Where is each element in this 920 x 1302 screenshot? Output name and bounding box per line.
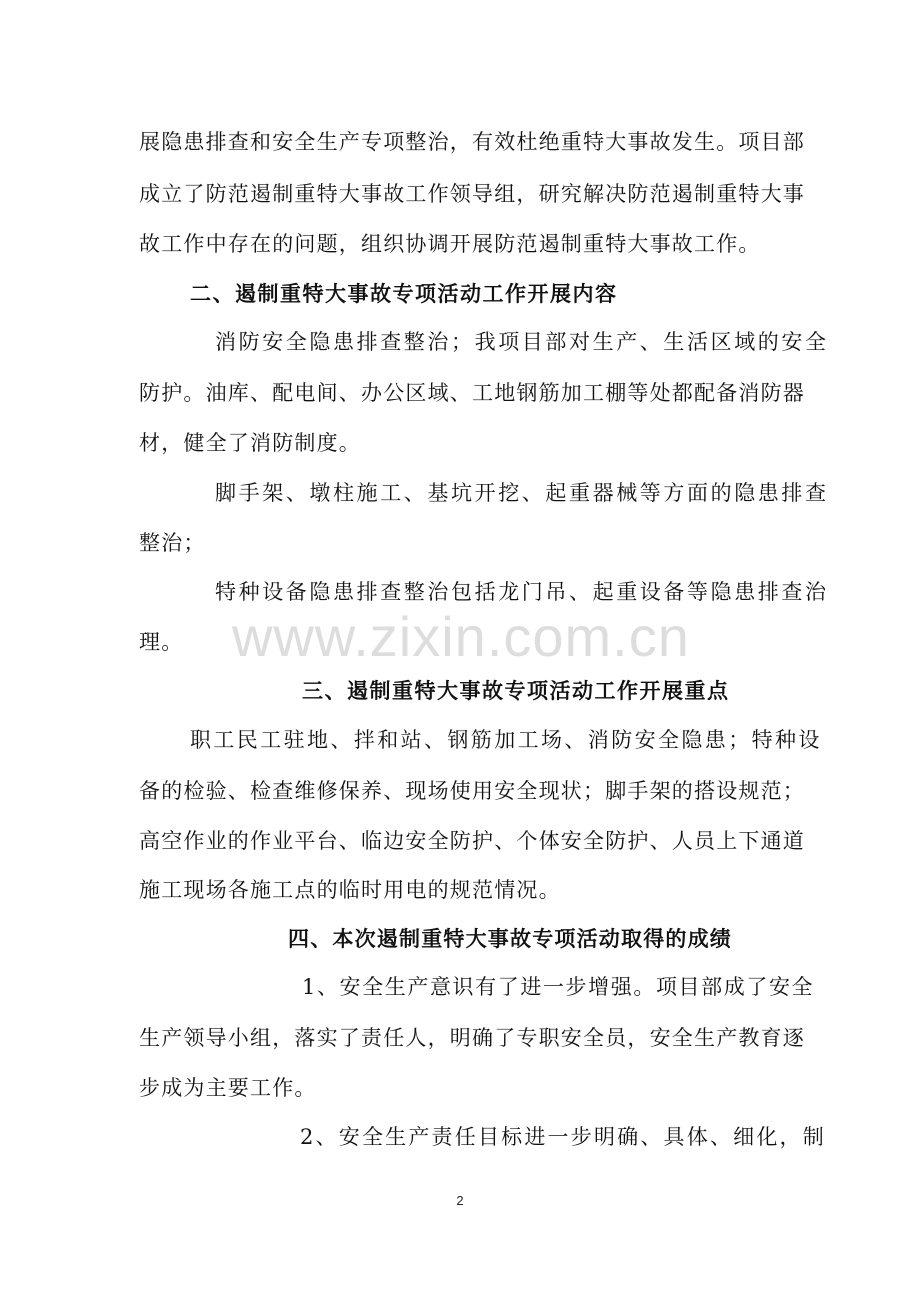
- section-heading: 三、遏制重特大事故专项活动工作开展重点: [302, 678, 730, 703]
- body-line: 备的检验、检查维修保养、现场使用安全现状；脚手架的搭设规范；: [139, 779, 805, 803]
- body-line: 职工民工驻地、拌和站、钢筋加工场、消防安全隐患；特种设: [190, 728, 822, 752]
- body-line: 防护。油库、配电间、办公区域、工地钢筋加工棚等处都配备消防器: [139, 381, 805, 405]
- body-line: 1、安全生产意识有了进一步增强。项目部成了安全: [302, 975, 815, 999]
- body-line: 特种设备隐患排查整治包括龙门吊、起重设备等隐患排查治: [215, 580, 829, 604]
- body-line: 高空作业的作业平台、临边安全防护、个体安全防护、人员上下通道: [139, 829, 805, 853]
- body-line: 消防安全隐患排查整治；我项目部对生产、生活区域的安全: [215, 330, 829, 354]
- section-heading: 二、遏制重特大事故专项活动工作开展内容: [190, 281, 618, 306]
- body-line: 成立了防范遏制重特大事故工作领导组，研究解决防范遏制重特大事: [139, 182, 805, 206]
- body-line: 材，健全了消防制度。: [139, 431, 361, 455]
- body-line: 理。: [139, 630, 184, 654]
- body-line: 生产领导小组，落实了责任人，明确了专职安全员，安全生产教育逐: [139, 1026, 805, 1050]
- body-line: 步成为主要工作。: [139, 1076, 317, 1100]
- body-line: 故工作中存在的问题，组织协调开展防范遏制重特大事故工作。: [139, 232, 761, 256]
- body-line: 脚手架、墩柱施工、基坑开挖、起重器械等方面的隐患排查: [215, 481, 829, 505]
- body-line: 2、安全生产责任目标进一步明确、具体、细化，制: [300, 1125, 826, 1149]
- section-heading: 四、本次遏制重特大事故专项活动取得的成绩: [288, 926, 732, 951]
- page-number: 2: [456, 1193, 464, 1208]
- body-line: 整治；: [139, 531, 206, 555]
- body-line: 施工现场各施工点的临时用电的规范情况。: [139, 878, 561, 902]
- body-line: 展隐患排查和安全生产专项整治，有效杜绝重特大事故发生。项目部: [139, 130, 805, 154]
- watermark: www.zixin.com.cn: [232, 605, 690, 668]
